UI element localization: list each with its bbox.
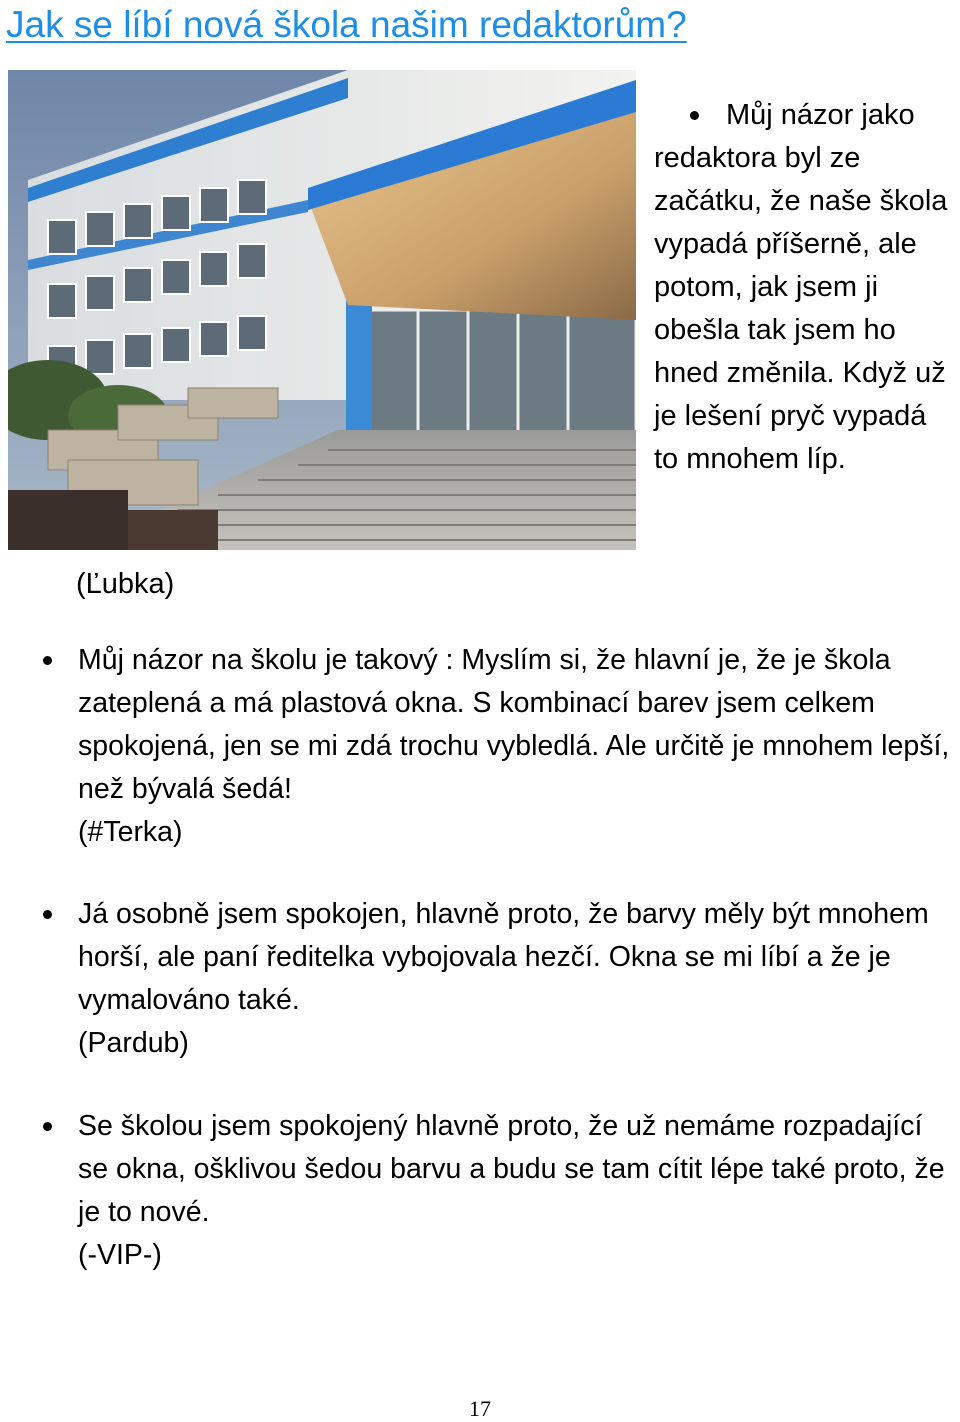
side-comment-text: Můj názor jako redaktora byl ze začátku, že naše škola vypadá příšerně, ale potom, jak jsem ji obešla tak jsem ho hned změnila. Když už je lešení pryč vypadá to mnohem líp.: [654, 99, 948, 475]
comment-text: Já osobně jsem spokojen, hlavně proto, že barvy měly být mnohem horší, ale paní ředitelka vybojovala hezčí. Okna se mi líbí a že je vymalováno také.: [78, 898, 929, 1016]
comment-author: (#Terka): [78, 816, 183, 848]
school-building-photo: [8, 70, 636, 550]
comment-item: [78, 893, 958, 1065]
bullet-icon: [43, 656, 52, 665]
comment-item: [78, 639, 958, 854]
bullet-icon: [690, 111, 699, 120]
side-comment: [654, 94, 954, 481]
side-comment-author: (Ľubka): [76, 568, 175, 600]
comment-text: Můj názor na školu je takový : Myslím si, že hlavní je, že je škola zateplená a má plastová okna. S kombinací barev jsem celkem spokojená, jen se mi zdá trochu vybledlá. Ale určitě je mnohem lepší, než bývalá šedá!: [78, 644, 950, 805]
comment-author: (Pardub): [78, 1027, 189, 1059]
comment-author: (-VIP-): [78, 1239, 162, 1271]
comment-item: [78, 1105, 958, 1277]
bullet-icon: [43, 910, 52, 919]
page-number: 17: [469, 1396, 491, 1421]
bullet-icon: [43, 1122, 52, 1131]
comment-text: Se školou jsem spokojený hlavně proto, že už nemáme rozpadající se okna, ošklivou šedou barvu a budu se tam cítit lépe také proto, že je to nové.: [78, 1110, 945, 1228]
page-title[interactable]: Jak se líbí nová škola našim redaktorům?: [6, 4, 687, 45]
